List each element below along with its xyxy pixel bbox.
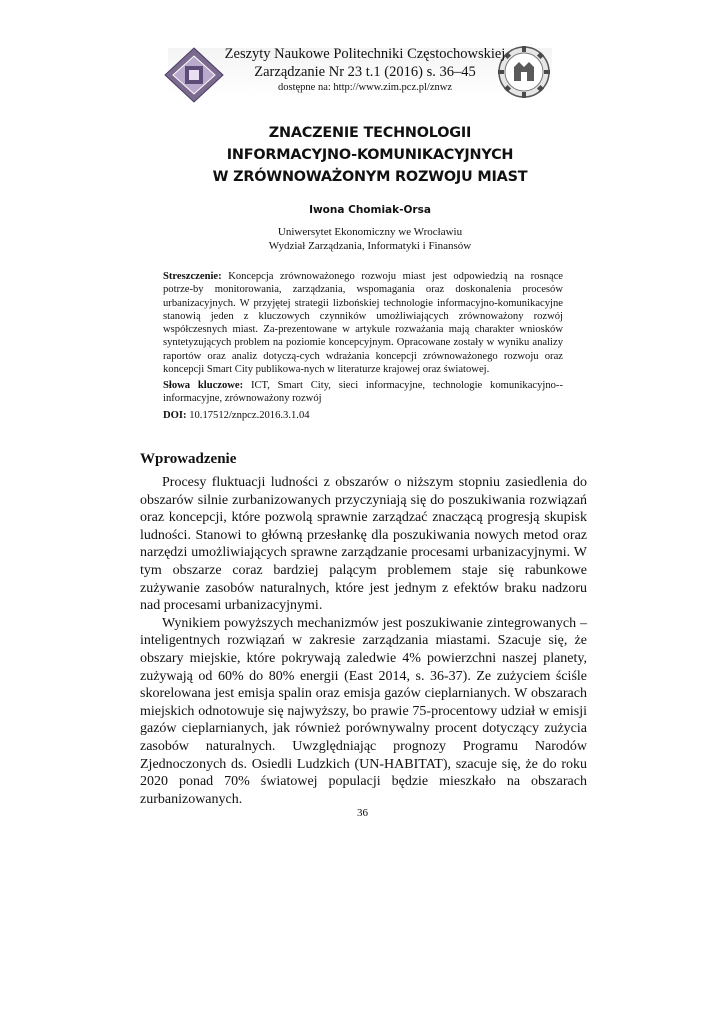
section-body [140, 474, 587, 808]
abstract-text: Koncepcja zrównoważonego rozwoju miast jest odpowiedzią na rosnące potrze-by monitorowania, zarządzania, wspomagania oraz doskonalenia procesów urbanizacyjnych. W przyjętej strategii lizbońskiej technologie informacyjno-komunikacyjne stanowią jeden z kluczowych czynników umożliwiających zrównoważony rozwój współczesnych miast. Za-prezentowane w artykule rozważania mają charakter wniosków syntetyzujących problem na poziomie koncepcyjnym. Opracowane zostały w wyniku analizy raportów oraz analiz dotyczą-cych wdrażania koncepcji zrównoważonego rozwoju oraz koncepcji Smart City publikowa-nych w literaturze krajowej oraz światowej. [163, 271, 563, 376]
doi-value[interactable]: 10.17512/znpcz.2016.3.1.04 [186, 410, 310, 421]
article-title [140, 122, 600, 188]
title-line: ZNACZENIE TECHNOLOGII [268, 125, 472, 141]
keywords-text: ICT, Smart City, sieci informacyjne, technologie komunikacyjno--informacyjne, zrównoważony rozwój [163, 380, 563, 405]
title-line: W ZRÓWNOWAŻONYM ROZWOJU MIAST [212, 169, 528, 185]
body-paragraph: Procesy fluktuacji ludności z obszarów o niższym stopniu zasiedlenia do obszarów silnie zurbanizowanych przyczyniają się do poszukiwania rozwiązań oraz koncepcji, które pozwolą sprawnie zarządzać znaczącą progresją skupisk ludności. Stanowi to główną przesłankę dla poszukiwania nowych metod oraz narzędzi umożliwiających sprawne zarządzanie procesami urbanizacyjnymi. W tym obszarze coraz bardziej palącym problemem staje się rabunkowe zużywanie zasobów naturalnych, które jest jednym z efektów braku nadzoru nad procesami urbanizacyjnymi. [140, 475, 587, 614]
keywords [163, 379, 563, 406]
doi [163, 410, 563, 421]
title-line: INFORMACYJNO-KOMUNIKACYJNYCH [226, 147, 514, 163]
journal-availability-link[interactable]: dostępne na: http://www.zim.pcz.pl/znwz [278, 82, 452, 93]
body-paragraph: Wynikiem powyższych mechanizmów jest poszukiwanie zintegrowanych – inteligentnych rozwiązań w zakresie zarządzania miastami. Szacuje się, że obszary miejskie, które pokrywają zaledwie 4% powierzchni naszej planety, zużywają od 60% do 80% energii (East 2014, s. 36-37). Ze zużyciem ściśle skorelowana jest emisja spalin oraz emisja gazów cieplarnianych. W obszarach miejskich odnotowuje się najwyższy, bo prawie 75-procentowy udział w emisji gazów cieplarnianych, jak również porównywalny procent dotyczący zużycia zasobów naturalnych. Uwzględniając prognozy Programu Narodów Zjednoczonych ds. Osiedli Ludzkich (UN-HABITAT), szacuje się, że do roku 2020 ponad 70% światowej populacji będzie mieszkało na obszarach zurbanizowanych. [140, 615, 587, 807]
journal-issue: Zarządzanie Nr 23 t.1 (2016) s. 36–45 [254, 64, 476, 80]
page-number: 36 [357, 807, 368, 819]
affiliation-faculty: Wydział Zarządzania, Informatyki i Finansów [268, 240, 472, 252]
affiliation-university: Uniwersytet Ekonomiczny we Wrocławiu [277, 226, 463, 238]
author-name: Iwona Chomiak-Orsa [309, 204, 431, 216]
journal-name: Zeszyty Naukowe Politechniki Częstochowskiej [224, 46, 506, 62]
abstract-label: Streszczenie: [163, 271, 222, 282]
keywords-label: Słowa kluczowe: [163, 380, 244, 391]
doi-label: DOI: [163, 410, 187, 421]
section-heading: Wprowadzenie [140, 451, 237, 467]
abstract [163, 270, 563, 376]
faculty-seal-logo-icon [163, 46, 225, 104]
